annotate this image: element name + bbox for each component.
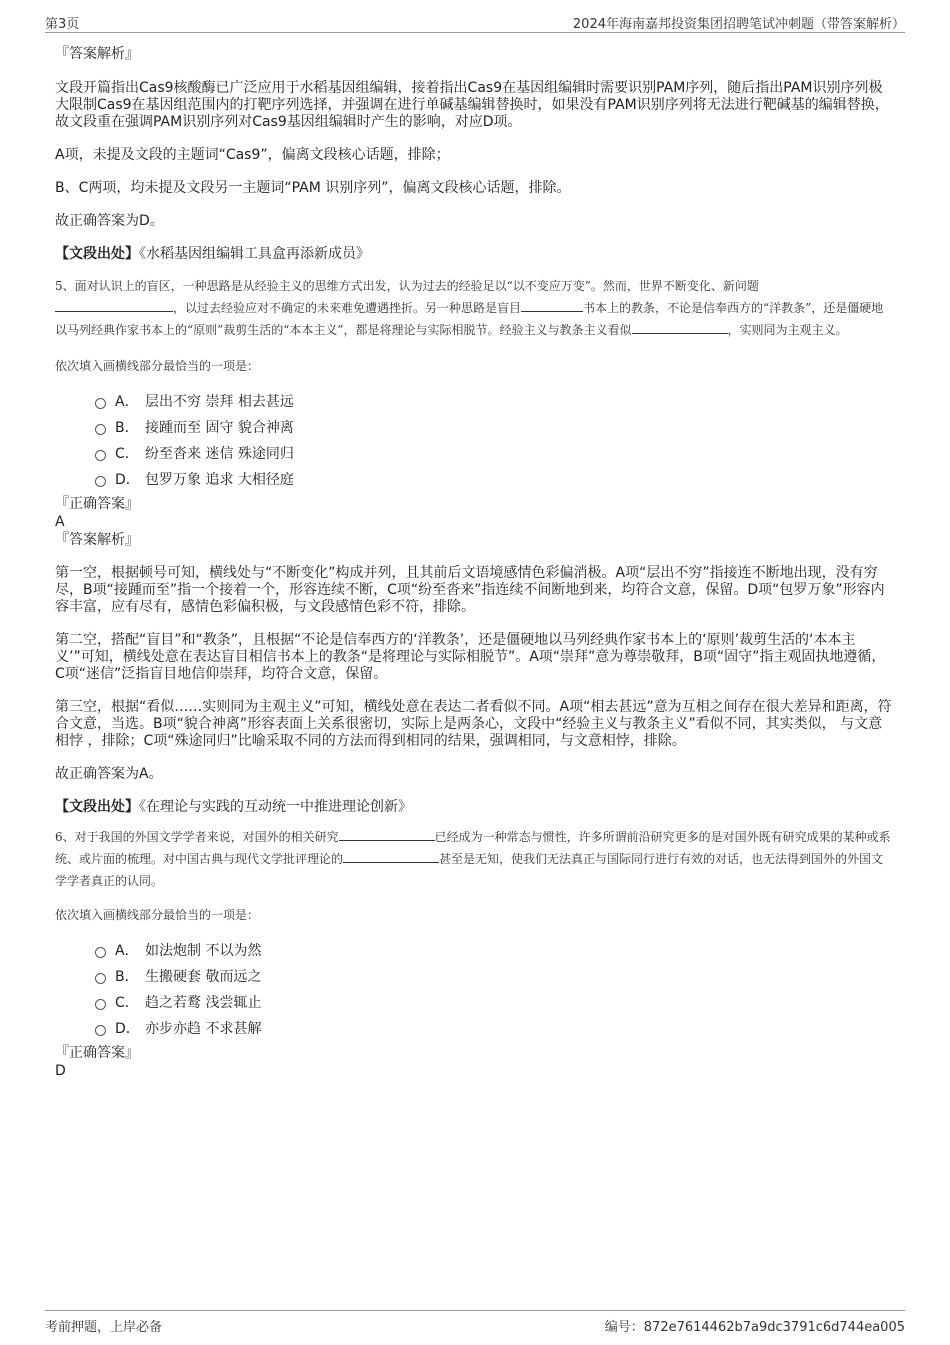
q4-analysis-option-bc: B、C两项，均未提及文段另一主题词“PAM 识别序列”，偏离文段核心话题，排除。 — [55, 180, 571, 196]
q5-option-c[interactable] — [95, 443, 895, 469]
q5-option-d[interactable] — [95, 469, 895, 495]
q4-analysis-tag: 『答案解析』 — [55, 46, 139, 62]
option-text: 接踵而至 固守 貌合神离 — [145, 420, 294, 436]
q5-conclusion: 故正确答案为A。 — [55, 766, 163, 782]
q5-options — [95, 391, 895, 495]
q4-conclusion: 故正确答案为D。 — [55, 213, 164, 229]
option-letter: D． — [115, 472, 140, 488]
option-text: 生搬硬套 敬而远之 — [145, 969, 262, 985]
radio-icon[interactable] — [95, 947, 106, 958]
q4-source-title: 《水稻基因组编辑工具盒再添新成员》 — [139, 246, 370, 262]
radio-icon[interactable] — [95, 450, 106, 461]
option-letter: C． — [115, 995, 139, 1011]
q5-stem-part: ，实则同为主观主义。 — [727, 323, 848, 337]
q5-analysis-2: 第二空，搭配“盲目”和“教条”，且根据“不论是信奉西方的‘洋教条’，还是僵硬地以马列经典作家书本上的‘原则’裁剪生活的‘本本主义’”可知，横线处意在表达盲目相信书本上的教条“是将理论与实际相脱节”。A项“崇拜”意为尊崇敬拜，B项“固守”指主观固执地遵循，C项“迷信”泛指盲目地信仰崇拜，均符合文意，保留。 — [55, 632, 886, 682]
q5-prompt: 依次填入画横线部分最恰当的一项是： — [55, 359, 260, 373]
q6-correct-tag: 『正确答案』 — [55, 1045, 139, 1061]
option-text: 趋之若鹜 浅尝辄止 — [145, 995, 262, 1011]
option-text: 层出不穷 崇拜 相去甚远 — [145, 394, 294, 410]
q4-source-label: 【文段出处】 — [55, 246, 139, 262]
q5-option-a[interactable] — [95, 391, 895, 417]
option-letter: C． — [115, 446, 139, 462]
q6-blank-1 — [339, 828, 435, 841]
q6-stem-part: 甚至是无知，使我们无法真正与国际同行进行有效的对话，也无法得到国外的外国文学学者真正的认同。 — [55, 852, 884, 888]
q5-source-title: 《在理论与实践的互动统一中推进理论创新》 — [139, 799, 412, 815]
option-text: 纷至沓来 迷信 殊途同归 — [145, 446, 294, 462]
q5-blank-3 — [632, 321, 728, 334]
radio-icon[interactable] — [95, 1025, 106, 1036]
page-number: 第3页 — [45, 17, 80, 32]
q5-correct-answer: A — [55, 514, 65, 530]
option-text: 亦步亦趋 不求甚解 — [145, 1021, 262, 1037]
radio-icon[interactable] — [95, 973, 106, 984]
q6-options — [95, 940, 895, 1044]
option-letter: D． — [115, 1021, 140, 1037]
q5-blank-1 — [55, 299, 173, 312]
q6-prompt: 依次填入画横线部分最恰当的一项是： — [55, 908, 260, 922]
q4-analysis-paragraph: 文段开篇指出Cas9核酸酶已广泛应用于水稻基因组编辑，接着指出Cas9在基因组编辑时需要识别PAM序列，随后指出PAM识别序列极大限制Cas9在基因组范围内的打靶序列选择，并强调在进行单碱基编辑替换时，如果没有PAM识别序列将无法进行靶碱基的编辑替换，故文段重在强调PAM识别序列对Cas9基因组编辑时产生的影响，对应D项。 — [55, 80, 889, 130]
q6-option-d[interactable] — [95, 1018, 895, 1044]
q6-stem-part: 已经成为一种常态与惯性，许多所谓前沿研究更多的是对国外既有研究成果的某种或系统、或片面的梳理。对中国古典与现代文学批评理论的 — [55, 830, 891, 866]
page-content — [55, 46, 895, 1080]
q6-option-c[interactable] — [95, 992, 895, 1018]
q5-analysis-1: 第一空，根据顿号可知，横线处与“不断变化”构成并列，且其前后文语境感情色彩偏消极。A项“层出不穷”指接连不断地出现，没有穷尽，B项“接踵而至”指一个接着一个，形容连续不断，C项“纷至沓来”指连续不间断地到来，均符合文意，保留。D项“包罗万象”形容内容丰富，应有尽有，感情色彩偏积极，与文段感情色彩不符，排除。 — [55, 565, 885, 615]
option-text: 如法炮制 不以为然 — [145, 943, 262, 959]
q4-source — [55, 246, 895, 263]
q5-stem-part: 5、面对认识上的盲区，一种思路是从经验主义的思维方式出发，认为过去的经验足以“以不变应万变”。然而，世界不断变化、新问题 — [55, 279, 759, 293]
footer-slogan: 考前押题，上岸必备 — [45, 1320, 163, 1335]
option-letter: B． — [115, 420, 139, 436]
option-letter: A． — [115, 943, 139, 959]
page-header — [45, 10, 905, 33]
q6-stem — [55, 826, 895, 892]
q5-blank-2 — [521, 299, 583, 312]
radio-icon[interactable] — [95, 398, 106, 409]
option-text: 包罗万象 追求 大相径庭 — [145, 472, 294, 488]
page-footer — [45, 1310, 905, 1339]
q5-analysis-3: 第三空，根据“看似……实则同为主观主义”可知，横线处意在表达二者看似不同。A项“相去甚远”意为互相之间存在很大差异和距离，符合文意，当选。B项“貌合神离”形容表面上关系很密切，实际上是两条心，文段中“经验主义与教条主义”看似不同，其实类似， 与文意相悖 ，排除；C项“殊途同归”比喻采取不同的方法而得到相同的结果，强调相同，与文意相悖，排除。 — [55, 699, 892, 749]
q5-source — [55, 799, 895, 816]
q6-blank-2 — [343, 850, 439, 863]
q5-stem — [55, 275, 895, 341]
q5-stem-part: 书本上的教条，不论是信奉西方的“洋教条”，还是僵硬地以马列经典作家书本上的“原则”裁剪生活的“本本主义”，都是将理论与实际相脱节。经验主义与教条主义看似 — [55, 301, 884, 337]
option-letter: B． — [115, 969, 139, 985]
q5-stem-part: ，以过去经验应对不确定的未来难免遭遇挫折。另一种思路是盲目 — [173, 301, 522, 315]
q5-option-b[interactable] — [95, 417, 895, 443]
radio-icon[interactable] — [95, 999, 106, 1010]
option-letter: A． — [115, 394, 139, 410]
document-id: 编号：872e7614462b7a9dc3791c6d744ea005 — [604, 1320, 905, 1335]
q4-analysis-option-a: A项，未提及文段的主题词“Cas9”，偏离文段核心话题，排除； — [55, 147, 450, 163]
q6-correct-answer: D — [55, 1063, 66, 1079]
q6-option-a[interactable] — [95, 940, 895, 966]
radio-icon[interactable] — [95, 476, 106, 487]
radio-icon[interactable] — [95, 424, 106, 435]
q5-analysis-tag: 『答案解析』 — [55, 532, 139, 548]
q5-source-label: 【文段出处】 — [55, 799, 139, 815]
q5-correct-tag: 『正确答案』 — [55, 496, 139, 512]
q6-option-b[interactable] — [95, 966, 895, 992]
q6-stem-part: 6、对于我国的外国文学学者来说，对国外的相关研究 — [55, 830, 339, 844]
document-title: 2024年海南嘉邦投资集团招聘笔试冲刺题（带答案解析） — [572, 17, 905, 32]
